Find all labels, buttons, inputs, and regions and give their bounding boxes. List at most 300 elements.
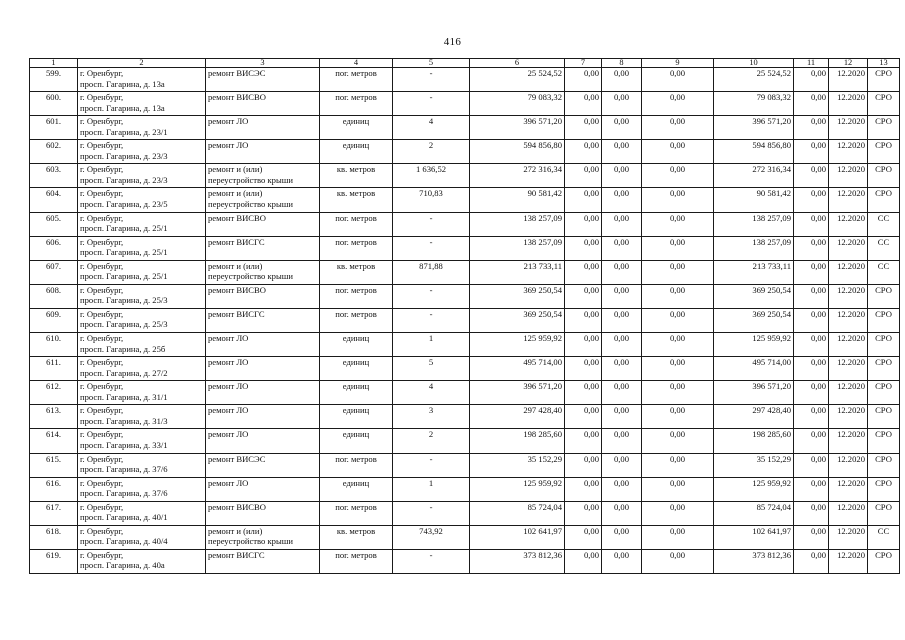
completion-date-cell bbox=[829, 308, 868, 332]
fund-cell-8-text: 0,00 bbox=[613, 260, 630, 271]
quantity-cell bbox=[393, 188, 470, 212]
work-type-cell-text: ремонт ВИСЭС bbox=[208, 68, 266, 78]
address-cell-text: г. Оренбург, bbox=[80, 308, 124, 319]
table-row bbox=[30, 357, 900, 381]
fund-cell-7-text: 0,00 bbox=[583, 357, 599, 368]
completion-date-cell-text: 12.2020 bbox=[837, 549, 865, 560]
completion-date-cell-text: 12.2020 bbox=[837, 92, 865, 103]
work-type-cell-text: ремонт ВИСГС bbox=[208, 308, 265, 319]
work-type-cell bbox=[206, 357, 320, 381]
fund-cell-7-text: 0,00 bbox=[583, 477, 599, 488]
row-number bbox=[30, 260, 78, 284]
fund-cell-8-text: 0,00 bbox=[613, 236, 630, 247]
fund-cell-9-text: 0,00 bbox=[669, 549, 686, 560]
fund-cell-9-text: 0,00 bbox=[669, 68, 686, 78]
completion-date-cell-text: 12.2020 bbox=[837, 429, 865, 440]
owners-funds-cell-text: 198 285,60 bbox=[752, 429, 791, 440]
address-cell-text: г. Оренбург, bbox=[80, 212, 124, 223]
unit-cell-text: единиц bbox=[342, 116, 370, 127]
address-cell-text: г. Оренбург, bbox=[80, 405, 124, 416]
fund-cell-8 bbox=[602, 477, 642, 501]
table-row bbox=[30, 501, 900, 525]
completion-date-cell-text: 12.2020 bbox=[837, 453, 865, 464]
row-number-text: 611. bbox=[46, 357, 61, 368]
row-number-text: 615. bbox=[45, 453, 62, 464]
fund-source-cell-text: СРО bbox=[875, 188, 892, 199]
work-type-cell-text: переустройство крыши bbox=[208, 271, 293, 282]
completion-date-cell bbox=[829, 92, 868, 116]
fund-cell-11-text: 0,00 bbox=[810, 477, 826, 488]
address-cell-text: просп. Гагарина, д. 37/6 bbox=[80, 488, 168, 499]
total-cost-cell bbox=[470, 164, 565, 188]
work-type-cell bbox=[206, 140, 320, 164]
fund-cell-7 bbox=[565, 92, 602, 116]
fund-cell-8-text: 0,00 bbox=[613, 188, 630, 199]
work-type-cell-text: ремонт и (или) bbox=[208, 260, 263, 271]
total-cost-cell bbox=[470, 140, 565, 164]
address-cell bbox=[78, 284, 206, 308]
quantity-cell bbox=[393, 164, 470, 188]
quantity-cell-text: 5 bbox=[428, 357, 434, 368]
work-type-cell-text: ремонт ВИСВО bbox=[208, 284, 266, 295]
table-row bbox=[30, 429, 900, 453]
fund-cell-7-text: 0,00 bbox=[583, 405, 599, 416]
fund-cell-8 bbox=[602, 68, 642, 92]
row-number-text: 616. bbox=[45, 477, 62, 488]
fund-cell-9 bbox=[642, 140, 714, 164]
row-number bbox=[30, 477, 78, 501]
unit-cell bbox=[320, 501, 393, 525]
total-cost-cell bbox=[470, 357, 565, 381]
owners-funds-cell bbox=[714, 212, 794, 236]
owners-funds-cell bbox=[714, 164, 794, 188]
completion-date-cell-text: 12.2020 bbox=[837, 477, 865, 488]
fund-cell-9 bbox=[642, 549, 714, 573]
unit-cell bbox=[320, 116, 393, 140]
address-cell-text: г. Оренбург, bbox=[80, 549, 124, 560]
fund-cell-9 bbox=[642, 477, 714, 501]
address-cell-text: просп. Гагарина, д. 25б bbox=[80, 343, 166, 354]
completion-date-cell-text: 12.2020 bbox=[837, 333, 865, 344]
fund-cell-9-text: 0,00 bbox=[669, 308, 686, 319]
fund-cell-7 bbox=[565, 188, 602, 212]
quantity-cell bbox=[393, 549, 470, 573]
fund-cell-8-text: 0,00 bbox=[613, 453, 630, 464]
unit-cell-text: единиц bbox=[342, 140, 370, 151]
owners-funds-cell-text: 125 959,92 bbox=[752, 477, 791, 488]
quantity-cell bbox=[393, 260, 470, 284]
table-row bbox=[30, 525, 900, 549]
quantity-cell-text: 1 636,52 bbox=[415, 164, 447, 175]
fund-cell-9 bbox=[642, 188, 714, 212]
fund-cell-11-text: 0,00 bbox=[810, 116, 826, 127]
owners-funds-cell bbox=[714, 284, 794, 308]
completion-date-cell bbox=[829, 381, 868, 405]
unit-cell bbox=[320, 381, 393, 405]
fund-source-cell bbox=[868, 333, 900, 357]
fund-cell-9 bbox=[642, 164, 714, 188]
quantity-cell bbox=[393, 116, 470, 140]
work-type-cell-text: переустройство крыши bbox=[208, 536, 293, 547]
fund-cell-11 bbox=[794, 140, 829, 164]
row-number bbox=[30, 68, 78, 92]
total-cost-cell bbox=[470, 453, 565, 477]
address-cell bbox=[78, 453, 206, 477]
fund-cell-11-text: 0,00 bbox=[810, 284, 826, 295]
quantity-cell-text: 871,88 bbox=[419, 260, 443, 271]
fund-source-cell bbox=[868, 549, 900, 573]
total-cost-cell-text: 35 152,29 bbox=[527, 453, 562, 464]
row-number bbox=[30, 357, 78, 381]
fund-cell-9-text: 0,00 bbox=[669, 525, 686, 536]
fund-cell-9 bbox=[642, 116, 714, 140]
fund-cell-9 bbox=[642, 92, 714, 116]
completion-date-cell bbox=[829, 525, 868, 549]
fund-cell-11-text: 0,00 bbox=[810, 188, 826, 199]
address-cell-text: просп. Гагарина, д. 40/1 bbox=[80, 512, 168, 523]
total-cost-cell-text: 198 285,60 bbox=[523, 429, 562, 440]
fund-cell-7-text: 0,00 bbox=[583, 284, 599, 295]
total-cost-cell bbox=[470, 405, 565, 429]
fund-cell-8 bbox=[602, 236, 642, 260]
total-cost-cell bbox=[470, 501, 565, 525]
fund-cell-8 bbox=[602, 260, 642, 284]
row-number bbox=[30, 140, 78, 164]
owners-funds-cell bbox=[714, 549, 794, 573]
fund-cell-8-text: 0,00 bbox=[613, 405, 630, 416]
row-number bbox=[30, 453, 78, 477]
fund-cell-8 bbox=[602, 453, 642, 477]
work-type-cell bbox=[206, 429, 320, 453]
fund-cell-8-text: 0,00 bbox=[613, 116, 630, 127]
fund-source-cell-text: СРО bbox=[875, 284, 892, 295]
address-cell bbox=[78, 164, 206, 188]
unit-cell bbox=[320, 549, 393, 573]
work-type-cell bbox=[206, 453, 320, 477]
address-cell-text: просп. Гагарина, д. 40/4 bbox=[80, 536, 168, 547]
unit-cell-text: пог. метров bbox=[335, 453, 377, 464]
quantity-cell-text: 710,83 bbox=[419, 188, 443, 199]
total-cost-cell bbox=[470, 429, 565, 453]
quantity-cell-text: 743,92 bbox=[419, 525, 443, 536]
total-cost-cell bbox=[470, 284, 565, 308]
work-type-cell-text: ремонт ЛО bbox=[208, 357, 249, 368]
fund-cell-8-text: 0,00 bbox=[613, 477, 630, 488]
row-number-text: 609. bbox=[45, 308, 62, 319]
fund-cell-9 bbox=[642, 212, 714, 236]
fund-cell-7-text: 0,00 bbox=[583, 212, 599, 223]
row-number-text: 607. bbox=[45, 260, 62, 271]
fund-source-cell-text: СРО bbox=[875, 333, 892, 344]
address-cell-text: г. Оренбург, bbox=[80, 284, 124, 295]
fund-cell-11 bbox=[794, 212, 829, 236]
row-number-text: 603. bbox=[45, 164, 62, 175]
total-cost-cell-text: 396 571,20 bbox=[523, 116, 562, 127]
address-cell-text: просп. Гагарина, д. 25/3 bbox=[80, 319, 168, 330]
fund-cell-9 bbox=[642, 525, 714, 549]
quantity-cell-text: 1 bbox=[428, 333, 434, 344]
fund-source-cell bbox=[868, 92, 900, 116]
quantity-cell bbox=[393, 212, 470, 236]
owners-funds-cell-text: 85 724,04 bbox=[756, 501, 791, 512]
quantity-cell-text: 1 bbox=[428, 477, 434, 488]
column-header-8: 8 bbox=[602, 59, 642, 68]
completion-date-cell-text: 12.2020 bbox=[837, 116, 865, 127]
fund-source-cell bbox=[868, 284, 900, 308]
address-cell-text: г. Оренбург, bbox=[80, 501, 124, 512]
fund-cell-8 bbox=[602, 333, 642, 357]
fund-cell-9-text: 0,00 bbox=[669, 140, 686, 151]
fund-cell-11-text: 0,00 bbox=[810, 140, 826, 151]
owners-funds-cell-text: 272 316,34 bbox=[752, 164, 791, 175]
fund-cell-9-text: 0,00 bbox=[669, 429, 686, 440]
unit-cell-text: пог. метров bbox=[335, 236, 377, 247]
fund-source-cell-text: СРО bbox=[875, 92, 892, 103]
fund-cell-7 bbox=[565, 308, 602, 332]
fund-source-cell-text: СРО bbox=[875, 140, 892, 151]
quantity-cell-text: - bbox=[429, 284, 433, 295]
fund-cell-9-text: 0,00 bbox=[669, 453, 686, 464]
unit-cell bbox=[320, 525, 393, 549]
fund-cell-8 bbox=[602, 381, 642, 405]
total-cost-cell-text: 85 724,04 bbox=[527, 501, 562, 512]
fund-cell-7 bbox=[565, 333, 602, 357]
owners-funds-cell-text: 297 428,40 bbox=[752, 405, 791, 416]
fund-cell-11 bbox=[794, 381, 829, 405]
total-cost-cell-text: 369 250,54 bbox=[523, 284, 562, 295]
completion-date-cell-text: 12.2020 bbox=[837, 140, 865, 151]
total-cost-cell-text: 213 733,11 bbox=[523, 260, 562, 271]
completion-date-cell-text: 12.2020 bbox=[837, 405, 865, 416]
unit-cell bbox=[320, 477, 393, 501]
owners-funds-cell bbox=[714, 429, 794, 453]
fund-cell-9-text: 0,00 bbox=[669, 164, 686, 175]
completion-date-cell-text: 12.2020 bbox=[837, 525, 865, 536]
owners-funds-cell-text: 138 257,09 bbox=[752, 236, 791, 247]
work-type-cell bbox=[206, 308, 320, 332]
fund-cell-8-text: 0,00 bbox=[613, 429, 630, 440]
address-cell-text: просп. Гагарина, д. 25/3 bbox=[80, 295, 168, 306]
fund-source-cell bbox=[868, 405, 900, 429]
fund-cell-8-text: 0,00 bbox=[613, 164, 630, 175]
fund-cell-11-text: 0,00 bbox=[810, 308, 826, 319]
address-cell-text: просп. Гагарина, д. 23/5 bbox=[80, 198, 168, 209]
work-type-cell-text: ремонт ВИСВО bbox=[208, 92, 266, 103]
fund-cell-7 bbox=[565, 477, 602, 501]
row-number-text: 602. bbox=[45, 140, 62, 151]
row-number bbox=[30, 212, 78, 236]
work-type-cell-text: ремонт ЛО bbox=[208, 333, 249, 344]
address-cell-text: просп. Гагарина, д. 33/1 bbox=[80, 439, 168, 450]
fund-source-cell bbox=[868, 453, 900, 477]
fund-cell-11 bbox=[794, 236, 829, 260]
address-cell-text: г. Оренбург, bbox=[80, 116, 124, 127]
quantity-cell-text: - bbox=[429, 92, 433, 103]
address-cell-text: просп. Гагарина, д. 25/1 bbox=[80, 223, 168, 234]
address-cell-text: г. Оренбург, bbox=[80, 236, 124, 247]
quantity-cell-text: - bbox=[429, 453, 433, 464]
owners-funds-cell bbox=[714, 357, 794, 381]
unit-cell-text: единиц bbox=[342, 405, 370, 416]
table-row bbox=[30, 236, 900, 260]
fund-cell-11-text: 0,00 bbox=[810, 429, 826, 440]
quantity-cell bbox=[393, 453, 470, 477]
fund-cell-9 bbox=[642, 381, 714, 405]
address-cell bbox=[78, 501, 206, 525]
address-cell bbox=[78, 357, 206, 381]
fund-source-cell-text: СРО bbox=[875, 501, 892, 512]
fund-cell-7-text: 0,00 bbox=[583, 525, 599, 536]
fund-source-cell-text: СС bbox=[877, 525, 890, 536]
work-type-cell-text: ремонт ВИСВО bbox=[208, 501, 266, 512]
address-cell bbox=[78, 260, 206, 284]
address-cell-text: просп. Гагарина, д. 27/2 bbox=[80, 367, 168, 378]
completion-date-cell bbox=[829, 429, 868, 453]
work-type-cell bbox=[206, 68, 320, 92]
completion-date-cell bbox=[829, 453, 868, 477]
total-cost-cell bbox=[470, 525, 565, 549]
fund-cell-9-text: 0,00 bbox=[669, 260, 686, 271]
completion-date-cell bbox=[829, 284, 868, 308]
row-number-text: 610. bbox=[45, 333, 62, 344]
owners-funds-cell bbox=[714, 333, 794, 357]
quantity-cell bbox=[393, 501, 470, 525]
work-type-cell-text: ремонт ЛО bbox=[208, 429, 249, 440]
address-cell-text: г. Оренбург, bbox=[80, 68, 124, 78]
completion-date-cell bbox=[829, 164, 868, 188]
address-cell bbox=[78, 236, 206, 260]
total-cost-cell bbox=[470, 116, 565, 140]
work-type-cell-text: переустройство крыши bbox=[208, 198, 293, 209]
work-type-cell bbox=[206, 549, 320, 573]
fund-source-cell-text: СРО bbox=[875, 405, 892, 416]
completion-date-cell-text: 12.2020 bbox=[837, 212, 865, 223]
work-type-cell-text: ремонт ВИСВО bbox=[208, 212, 266, 223]
fund-cell-9 bbox=[642, 284, 714, 308]
table-row bbox=[30, 405, 900, 429]
fund-cell-11 bbox=[794, 92, 829, 116]
fund-cell-8-text: 0,00 bbox=[613, 308, 630, 319]
fund-source-cell bbox=[868, 116, 900, 140]
unit-cell-text: кв. метров bbox=[336, 188, 376, 199]
owners-funds-cell-text: 79 083,32 bbox=[756, 92, 791, 103]
column-header-13: 13 bbox=[868, 59, 900, 68]
completion-date-cell-text: 12.2020 bbox=[837, 381, 865, 392]
fund-cell-11-text: 0,00 bbox=[810, 260, 826, 271]
fund-cell-9-text: 0,00 bbox=[669, 116, 686, 127]
row-number bbox=[30, 549, 78, 573]
work-type-cell-text: ремонт и (или) bbox=[208, 164, 263, 175]
address-cell bbox=[78, 188, 206, 212]
completion-date-cell bbox=[829, 140, 868, 164]
fund-cell-9 bbox=[642, 236, 714, 260]
completion-date-cell-text: 12.2020 bbox=[837, 308, 865, 319]
quantity-cell-text: 3 bbox=[428, 405, 434, 416]
table-header bbox=[30, 59, 900, 68]
fund-cell-8 bbox=[602, 188, 642, 212]
row-number bbox=[30, 164, 78, 188]
fund-cell-11-text: 0,00 bbox=[810, 236, 826, 247]
fund-cell-8 bbox=[602, 429, 642, 453]
quantity-cell bbox=[393, 357, 470, 381]
address-cell bbox=[78, 116, 206, 140]
completion-date-cell bbox=[829, 212, 868, 236]
owners-funds-cell-text: 594 856,80 bbox=[752, 140, 791, 151]
quantity-cell-text: - bbox=[429, 501, 433, 512]
quantity-cell-text: - bbox=[429, 212, 433, 223]
unit-cell-text: пог. метров bbox=[335, 549, 377, 560]
unit-cell-text: единиц bbox=[342, 429, 370, 440]
owners-funds-cell bbox=[714, 92, 794, 116]
table-row bbox=[30, 188, 900, 212]
fund-cell-11-text: 0,00 bbox=[810, 405, 826, 416]
fund-cell-9-text: 0,00 bbox=[669, 284, 686, 295]
fund-cell-7-text: 0,00 bbox=[583, 260, 599, 271]
work-type-cell bbox=[206, 188, 320, 212]
row-number bbox=[30, 333, 78, 357]
completion-date-cell bbox=[829, 333, 868, 357]
completion-date-cell bbox=[829, 501, 868, 525]
fund-cell-11-text: 0,00 bbox=[810, 333, 826, 344]
row-number bbox=[30, 236, 78, 260]
unit-cell bbox=[320, 212, 393, 236]
unit-cell-text: пог. метров bbox=[335, 308, 377, 319]
fund-cell-11 bbox=[794, 260, 829, 284]
fund-cell-9 bbox=[642, 501, 714, 525]
capital-repair-table bbox=[29, 58, 900, 574]
total-cost-cell-text: 102 641,97 bbox=[523, 525, 562, 536]
address-cell-text: просп. Гагарина, д. 23/1 bbox=[80, 126, 168, 137]
table-row bbox=[30, 477, 900, 501]
fund-cell-8-text: 0,00 bbox=[613, 92, 630, 103]
fund-cell-7-text: 0,00 bbox=[583, 164, 599, 175]
address-cell bbox=[78, 140, 206, 164]
unit-cell-text: кв. метров bbox=[336, 164, 376, 175]
row-number-text: 599. bbox=[45, 68, 62, 78]
fund-cell-11-text: 0,00 bbox=[810, 501, 826, 512]
fund-cell-9-text: 0,00 bbox=[669, 92, 686, 103]
quantity-cell-text: 4 bbox=[428, 116, 434, 127]
work-type-cell bbox=[206, 405, 320, 429]
address-cell-text: г. Оренбург, bbox=[80, 429, 124, 440]
unit-cell bbox=[320, 357, 393, 381]
fund-cell-8-text: 0,00 bbox=[613, 381, 630, 392]
fund-cell-9 bbox=[642, 453, 714, 477]
completion-date-cell-text: 12.2020 bbox=[837, 68, 865, 78]
total-cost-cell-text: 138 257,09 bbox=[523, 212, 562, 223]
quantity-cell-text: - bbox=[429, 308, 433, 319]
fund-source-cell-text: СРО bbox=[875, 68, 892, 78]
owners-funds-cell-text: 373 812,36 bbox=[752, 549, 791, 560]
fund-source-cell bbox=[868, 188, 900, 212]
fund-cell-8 bbox=[602, 92, 642, 116]
completion-date-cell bbox=[829, 477, 868, 501]
fund-cell-11 bbox=[794, 164, 829, 188]
fund-cell-8 bbox=[602, 525, 642, 549]
quantity-cell-text: - bbox=[429, 68, 433, 78]
address-cell-text: просп. Гагарина, д. 25/1 bbox=[80, 247, 168, 258]
fund-cell-7-text: 0,00 bbox=[583, 92, 599, 103]
unit-cell bbox=[320, 236, 393, 260]
total-cost-cell-text: 79 083,32 bbox=[527, 92, 562, 103]
quantity-cell-text: 4 bbox=[428, 381, 434, 392]
address-cell bbox=[78, 92, 206, 116]
row-number bbox=[30, 429, 78, 453]
fund-cell-11 bbox=[794, 429, 829, 453]
unit-cell-text: пог. метров bbox=[335, 284, 377, 295]
work-type-cell bbox=[206, 525, 320, 549]
quantity-cell bbox=[393, 405, 470, 429]
